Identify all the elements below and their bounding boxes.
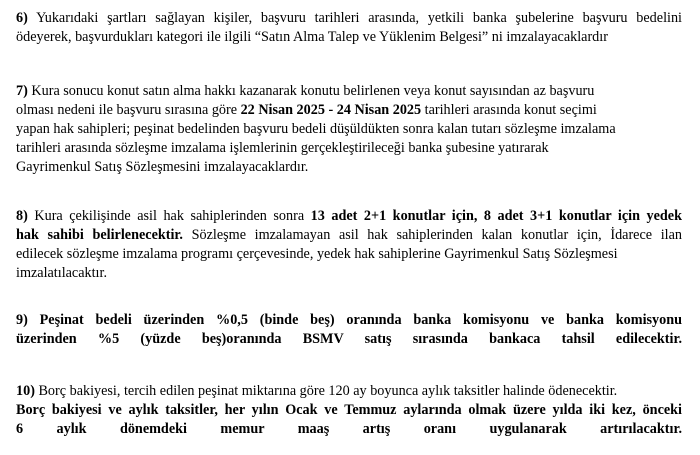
paragraph-6-text-1: Yukarıdaki şartları sağlayan kişiler, başvuru tarihleri arasında, yetkili banka şubelerine başvuru bedelini	[36, 10, 682, 26]
paragraph-7	[16, 82, 682, 177]
paragraph-10	[16, 382, 682, 439]
paragraph-7-line-3: yapan hak sahipleri; peşinat bedelinden başvuru bedeli düşüldükten sonra kalan tutarı sözleşme imzalama	[16, 121, 616, 137]
selection-date-range: 22 Nisan 2025 - 24 Nisan 2025	[240, 102, 422, 118]
paragraph-9-line-1	[16, 311, 682, 330]
paragraph-10-line-1	[16, 382, 682, 401]
paragraph-9	[16, 311, 682, 349]
paragraph-9-line-2: üzerinden %5 (yüzde beş)oranında BSMV satış sırasında bankaca tahsil edilecektir.	[16, 331, 682, 347]
paragraph-8-line-1	[16, 207, 682, 226]
paragraph-7-text-2a: olması nedeni ile başvuru sırasına göre	[16, 102, 241, 118]
paragraph-7-number: 7)	[16, 83, 28, 99]
paragraph-8-text-1a: Kura çekilişinde asil hak sahiplerinden sonra	[34, 208, 311, 224]
paragraph-9-number: 9)	[16, 312, 28, 328]
paragraph-8-line-2	[16, 226, 682, 245]
paragraph-10-line-2: Borç bakiyesi ve aylık taksitler, her yılın Ocak ve Temmuz aylarında olmak üzere yılda iki kez, önceki	[16, 402, 682, 418]
paragraph-8-line-3: edilecek sözleşme imzalama programı çerçevesinde, yedek hak sahiplerine Gayrimenkul Satış Sözleşmesi	[16, 246, 618, 262]
paragraph-8-line-4: imzalatılacaktır.	[16, 265, 107, 281]
paragraph-7-line-5: Gayrimenkul Satış Sözleşmesini imzalayacaklardır.	[16, 159, 309, 175]
paragraph-10-text-1: Borç bakiyesi, tercih edilen peşinat miktarına göre 120 ay boyunca aylık taksitler halinde ödenecektir.	[38, 383, 618, 399]
paragraph-8	[16, 207, 682, 283]
paragraph-6-line-2: ödeyerek, başvurdukları kategori ile ilgili “Satın Alma Talep ve Yüklenim Belgesi” ni imzalayacaklardır	[16, 29, 608, 45]
paragraph-6-number: 6)	[16, 10, 28, 26]
paragraph-10-line-3: 6 aylık dönemdeki memur maaş artış oranı uygulanarak artırılacaktır.	[16, 421, 682, 437]
paragraph-6	[16, 9, 682, 47]
reserve-holder-text: hak sahibi belirlenecektir.	[16, 227, 183, 243]
paragraph-10-number: 10)	[16, 383, 35, 399]
paragraph-8-number: 8)	[16, 208, 28, 224]
paragraph-8-text-2b: Sözleşme imzalamayan asil hak sahiplerinden kalan konutlar için, İdarece ilan	[182, 227, 683, 243]
paragraph-9-text-1: Peşinat bedeli üzerinden %0,5 (binde beş) oranında banka komisyonu ve banka komisyonu	[39, 312, 683, 328]
paragraph-7-text-1: Kura sonucu konut satın alma hakkı kazanarak konutu belirlenen veya konut sayısından az başvuru	[31, 83, 595, 99]
paragraph-7-line-4: tarihleri arasında sözleşme imzalama işlemlerinin gerçekleştirileceği banka şubesine yatırarak	[16, 140, 549, 156]
paragraph-7-line-2	[16, 101, 682, 120]
reserve-units-text: 13 adet 2+1 konutlar için, 8 adet 3+1 konutlar için yedek	[310, 208, 682, 224]
paragraph-7-text-2c: tarihleri arasında konut seçimi	[421, 102, 597, 118]
paragraph-7-line-1	[16, 82, 682, 101]
paragraph-6-line-1	[16, 9, 682, 28]
